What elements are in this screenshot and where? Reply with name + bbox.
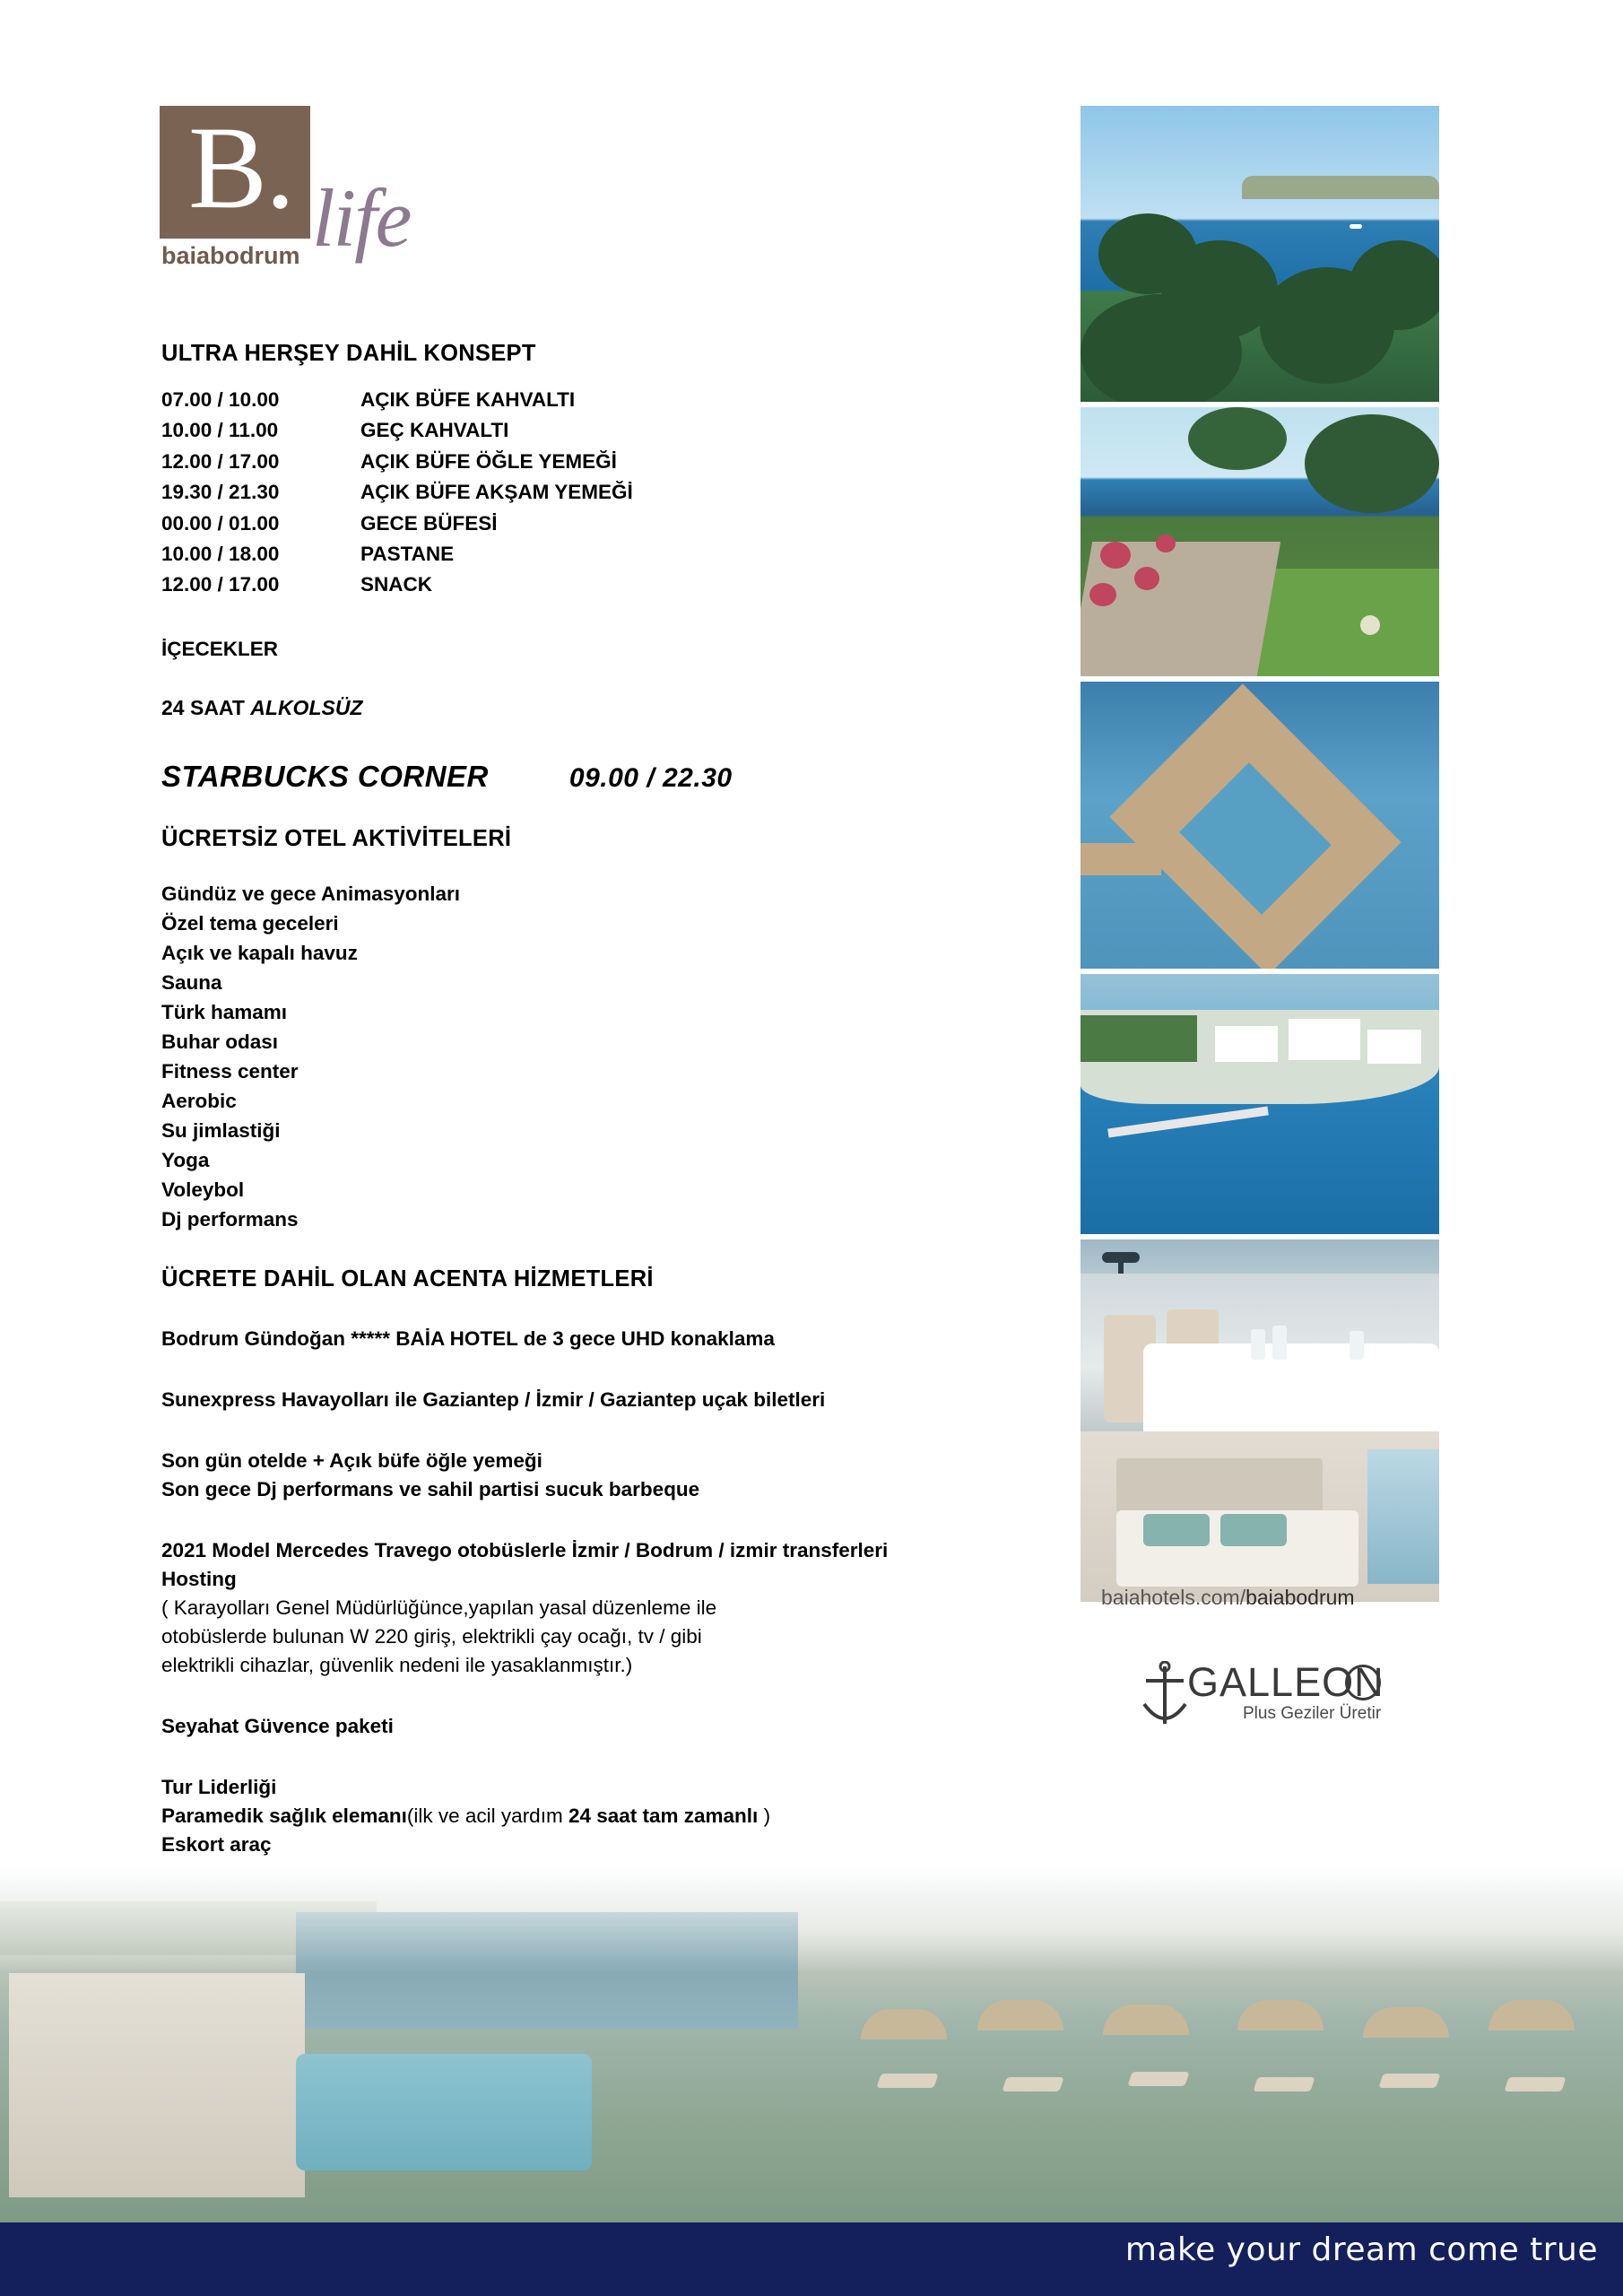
logo-letter: B.	[188, 101, 294, 233]
starbucks-hours: 09.00 / 22.30	[568, 762, 733, 793]
meal-name: GEÇ KAHVALTI	[360, 419, 509, 442]
table-row	[161, 479, 633, 509]
logo-square	[160, 101, 310, 239]
website-caption	[1101, 1586, 1355, 1610]
list-item: Gündüz ve gece Animasyonları	[161, 882, 461, 905]
activities-heading: ÜCRETSİZ OTEL AKTİVİTELERİ	[161, 825, 512, 851]
meal-name: GECE BÜFESİ	[360, 511, 498, 535]
paramedic-note-close: )	[758, 1804, 771, 1827]
agency-transfer: 2021 Model Mercedes Travego otobüslerle İzmir / Bodrum / izmir transferleri	[161, 1539, 889, 1562]
photo-garden-path	[1081, 407, 1439, 676]
paramedic-note-open: (ilk ve acil yardım	[406, 1804, 568, 1827]
drinks-type: ALKOLSÜZ	[250, 695, 363, 719]
website-domain: baiahotels.com/	[1101, 1586, 1246, 1609]
agency-note-line-1: ( Karayolları Genel Müdürlüğünce,yapılan yasal düzenleme ile	[161, 1596, 717, 1619]
galleon-name: GALLEON	[1187, 1659, 1384, 1705]
website-path: baiabodrum	[1245, 1586, 1355, 1609]
photo-aerial-resort	[1081, 974, 1439, 1234]
list-item: Buhar odası	[161, 1030, 279, 1053]
drinks-heading: İÇECEKLER	[161, 637, 279, 660]
footer-slogan: make your dream come true	[1124, 2231, 1598, 2268]
meal-time: 07.00 / 10.00	[161, 388, 280, 411]
footer-bar	[0, 2222, 1623, 2296]
photo-restaurant-table	[1081, 1274, 1439, 1444]
list-item: Voleybol	[161, 1178, 245, 1202]
starbucks-label: STARBUCKS CORNER	[161, 759, 489, 793]
galleon-subtitle: Plus Geziler Üretir	[1243, 1704, 1382, 1723]
table-row	[161, 417, 633, 448]
panorama-photo	[0, 1866, 1623, 2224]
list-item: Açık ve kapalı havuz	[161, 941, 358, 964]
meal-schedule-table	[161, 387, 633, 603]
photo-wooden-pier	[1081, 682, 1439, 969]
list-item: Dj performans	[161, 1208, 299, 1231]
list-item: Özel tema geceleri	[161, 911, 339, 935]
agency-insurance: Seyahat Güvence paketi	[161, 1714, 394, 1737]
anchor-icon	[1137, 1661, 1193, 1729]
list-item: Türk hamamı	[161, 1000, 288, 1023]
table-row	[161, 510, 633, 541]
brand-logo	[160, 101, 456, 299]
meal-time: 10.00 / 11.00	[161, 419, 279, 442]
table-row	[161, 387, 633, 417]
list-item: Sauna	[161, 970, 222, 994]
meal-name: SNACK	[360, 573, 433, 596]
agency-paramedic	[161, 1802, 1076, 1831]
agency-accommodation: Bodrum Gündoğan ***** BAİA HOTEL de 3 gece UHD konaklama	[161, 1327, 775, 1351]
table-row	[161, 448, 633, 479]
galleon-logo	[1137, 1659, 1433, 1740]
meal-name: AÇIK BÜFE AKŞAM YEMEĞİ	[360, 481, 633, 504]
agency-lastday: Son gün otelde + Açık büfe öğle yemeği	[161, 1449, 542, 1473]
meal-name: AÇIK BÜFE KAHVALTI	[360, 388, 576, 411]
meal-time: 00.00 / 01.00	[161, 511, 280, 535]
meal-time: 19.30 / 21.30	[161, 481, 280, 504]
meal-time: 12.00 / 17.00	[161, 449, 280, 473]
document-body	[161, 341, 1076, 1919]
agency-note-line-3: elektrikli cihazlar, güvenlik nedeni ile yasaklanmıştır.)	[161, 1653, 633, 1676]
photo-bay-with-palms	[1081, 106, 1439, 402]
logo-script-life: life	[312, 172, 411, 264]
photo-strip	[1081, 106, 1439, 1550]
table-row	[161, 541, 633, 571]
activities-list	[161, 879, 1076, 1235]
agency-heading: ÜCRETE DAHİL OLAN ACENTA HİZMETLERİ	[161, 1266, 654, 1292]
agency-flights: Sunexpress Havayolları ile Gaziantep / İzmir / Gaziantep uçak biletleri	[161, 1388, 826, 1412]
drinks-line	[161, 696, 1076, 720]
meal-name: PASTANE	[360, 542, 455, 565]
drinks-hours: 24 SAAT	[161, 695, 245, 719]
agency-note-line-2: otobüslerde bulunan W 220 giriş, elektrikli çay ocağı, tv / gibi	[161, 1624, 702, 1648]
table-row	[161, 571, 633, 602]
list-item: Fitness center	[161, 1059, 299, 1083]
paramedic-label: Paramedik sağlık elemanı	[161, 1804, 407, 1827]
logo-wordmark: baiabodrum	[161, 242, 300, 269]
list-item: Yoga	[161, 1149, 210, 1172]
concept-heading: ULTRA HERŞEY DAHİL KONSEPT	[161, 341, 536, 366]
paramedic-hours: 24 saat tam zamanlı	[568, 1804, 759, 1827]
agency-lastnight: Son gece Dj performans ve sahil partisi sucuk barbeque	[161, 1478, 700, 1501]
meal-name: AÇIK BÜFE ÖĞLE YEMEĞİ	[360, 449, 617, 473]
list-item: Su jimlastiği	[161, 1119, 281, 1143]
agency-escort: Eskort araç	[161, 1832, 272, 1856]
agency-hosting: Hosting	[161, 1568, 237, 1590]
meal-time: 12.00 / 17.00	[161, 573, 280, 596]
meal-time: 10.00 / 18.00	[161, 542, 280, 565]
starbucks-row	[161, 760, 1076, 794]
agency-tourleader: Tur Liderliği	[161, 1775, 277, 1798]
photo-hotel-room	[1081, 1431, 1439, 1602]
list-item: Aerobic	[161, 1090, 237, 1112]
